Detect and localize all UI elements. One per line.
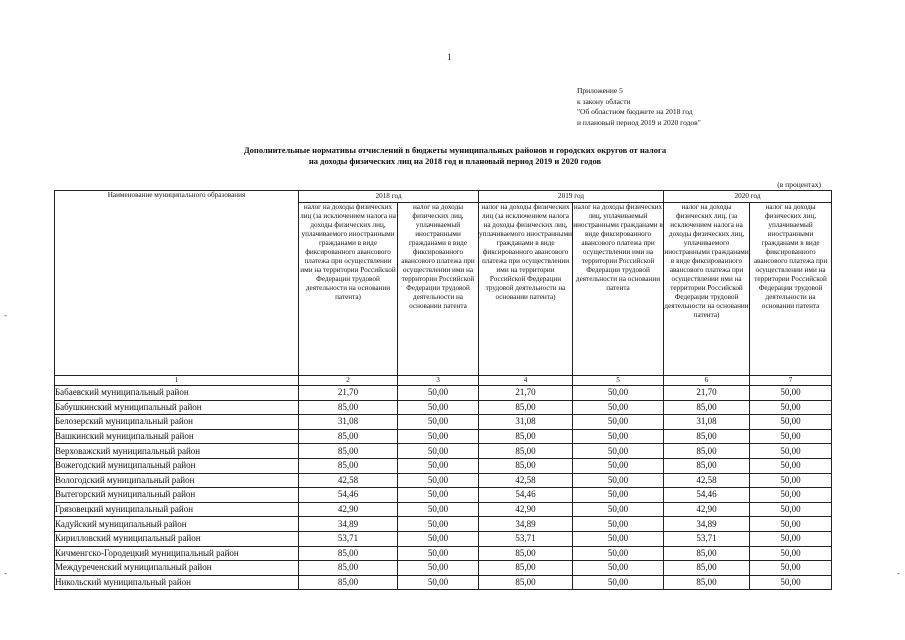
- norm-value: 31,08: [479, 415, 573, 430]
- norm-value: 85,00: [299, 561, 398, 576]
- header-desc-2020-general: налог на доходы физических лиц, (за исключением налога на доходы физических лиц, уплачиваемого иностранными гражданами в виде фиксированного авансового платежа при осуществлении ими на территории Российской Федерации трудовой деятельности на основании патента): [664, 203, 750, 376]
- norm-value: 50,00: [398, 502, 479, 517]
- norm-value: 21,70: [479, 386, 573, 401]
- header-desc-2020-patent: налог на доходы физических лиц, уплачиваемый иностранными гражданами в виде фиксированного авансового платежа при осуществлении ими на территории Российской Федерации трудовой деятельности на основании патента: [750, 203, 832, 376]
- municipality-name: Кичменгско-Городецкий муниципальный район: [55, 546, 299, 561]
- table-row: [55, 386, 832, 401]
- norm-value: 50,00: [750, 458, 832, 473]
- norm-value: 42,90: [479, 502, 573, 517]
- scan-mark: -: [4, 568, 7, 578]
- norm-value: 85,00: [299, 400, 398, 415]
- table-row: [55, 458, 832, 473]
- norm-value: 34,89: [479, 517, 573, 532]
- norm-value: 50,00: [398, 415, 479, 430]
- appendix-line: "Об областном бюджете на 2018 год: [577, 107, 693, 116]
- municipality-name: Верховажский муниципальный район: [55, 444, 299, 459]
- column-number: 3: [398, 376, 479, 386]
- norms-table: [54, 190, 832, 590]
- header-name: Наименование муниципального образования: [55, 191, 299, 376]
- table-body: [55, 386, 832, 590]
- norm-value: 53,71: [664, 531, 750, 546]
- appendix-note: [577, 86, 701, 128]
- norm-value: 50,00: [398, 444, 479, 459]
- norm-value: 50,00: [398, 386, 479, 401]
- norm-value: 50,00: [398, 575, 479, 590]
- table-row: [55, 488, 832, 503]
- norm-value: 42,90: [664, 502, 750, 517]
- norm-value: 85,00: [299, 575, 398, 590]
- norm-value: 85,00: [479, 546, 573, 561]
- norm-value: 50,00: [750, 546, 832, 561]
- column-number: 6: [664, 376, 750, 386]
- norm-value: 85,00: [299, 429, 398, 444]
- table-row: [55, 502, 832, 517]
- norm-value: 50,00: [398, 488, 479, 503]
- column-number: 1: [55, 376, 299, 386]
- municipality-name: Белозерский муниципальный район: [55, 415, 299, 430]
- norm-value: 50,00: [398, 458, 479, 473]
- norm-value: 21,70: [299, 386, 398, 401]
- norm-value: 50,00: [398, 400, 479, 415]
- header-desc-2018-general: налог на доходы физических лиц (за исключением налога на доходы физических лиц, уплачиваемого иностранными гражданами в виде фиксированного авансового платежа при осуществлении ими на территории Российской Федерации трудовой деятельности на основании патента): [299, 203, 398, 376]
- norm-value: 53,71: [299, 531, 398, 546]
- norm-value: 34,89: [664, 517, 750, 532]
- column-number: 5: [573, 376, 664, 386]
- table-row: [55, 546, 832, 561]
- norm-value: 50,00: [750, 415, 832, 430]
- norm-value: 50,00: [573, 458, 664, 473]
- appendix-line: Приложение 5: [577, 86, 623, 95]
- norm-value: 50,00: [398, 473, 479, 488]
- municipality-name: Вашкинский муниципальный район: [55, 429, 299, 444]
- norm-value: 50,00: [750, 561, 832, 576]
- page-number: 1: [447, 52, 452, 62]
- norm-value: 50,00: [573, 502, 664, 517]
- norm-value: 85,00: [664, 561, 750, 576]
- norm-value: 50,00: [398, 429, 479, 444]
- norm-value: 85,00: [479, 400, 573, 415]
- table-row: [55, 531, 832, 546]
- municipality-name: Бабушкинский муниципальный район: [55, 400, 299, 415]
- table-row: [55, 473, 832, 488]
- norm-value: 85,00: [299, 444, 398, 459]
- norm-value: 50,00: [398, 531, 479, 546]
- norm-value: 85,00: [479, 444, 573, 459]
- norm-value: 50,00: [750, 473, 832, 488]
- header-desc-2019-patent: налог на доходы физических лиц, уплачиваемый иностранными гражданами в виде фиксированного авансового платежа при осуществлении ими на территории Российской Федерации трудовой деятельности на основании патента: [573, 203, 664, 376]
- table-row: [55, 429, 832, 444]
- municipality-name: Кадуйский муниципальный район: [55, 517, 299, 532]
- column-number: 2: [299, 376, 398, 386]
- norm-value: 85,00: [664, 546, 750, 561]
- norm-value: 50,00: [573, 444, 664, 459]
- title-line: на доходы физических лиц на 2018 год и плановый период 2019 и 2020 годов: [308, 156, 602, 166]
- norm-value: 50,00: [573, 531, 664, 546]
- norm-value: 54,46: [479, 488, 573, 503]
- norm-value: 85,00: [299, 458, 398, 473]
- norm-value: 50,00: [750, 386, 832, 401]
- norm-value: 50,00: [573, 429, 664, 444]
- table-row: [55, 575, 832, 590]
- norm-value: 85,00: [479, 575, 573, 590]
- norm-value: 54,46: [664, 488, 750, 503]
- units-note: (в процентах): [777, 180, 821, 189]
- norm-value: 50,00: [573, 386, 664, 401]
- norm-value: 85,00: [664, 575, 750, 590]
- norm-value: 53,71: [479, 531, 573, 546]
- norm-value: 50,00: [573, 575, 664, 590]
- document-title: [150, 145, 760, 167]
- municipality-name: Вытегорский муниципальный район: [55, 488, 299, 503]
- table-row: [55, 444, 832, 459]
- scan-mark: -: [897, 568, 900, 578]
- norm-value: 50,00: [573, 517, 664, 532]
- norm-value: 85,00: [479, 561, 573, 576]
- norm-value: 50,00: [750, 531, 832, 546]
- norm-value: 50,00: [573, 400, 664, 415]
- norm-value: 50,00: [750, 444, 832, 459]
- norm-value: 85,00: [479, 429, 573, 444]
- norm-value: 50,00: [750, 575, 832, 590]
- municipality-name: Междуреченский муниципальный район: [55, 561, 299, 576]
- norm-value: 85,00: [664, 444, 750, 459]
- norm-value: 21,70: [664, 386, 750, 401]
- norm-value: 34,89: [299, 517, 398, 532]
- norm-value: 50,00: [573, 546, 664, 561]
- norm-value: 50,00: [398, 561, 479, 576]
- norm-value: 85,00: [664, 429, 750, 444]
- header-desc-2019-general: налог на доходы физических лиц (за исключением налога на доходы физических лиц, уплачиваемого иностранными гражданами в виде фиксированного авансового платежа при осуществлении ими на территории Российской Федерации трудовой деятельности на основании патента): [479, 203, 573, 376]
- norm-value: 50,00: [750, 488, 832, 503]
- header-year-2018: 2018 год: [299, 191, 479, 203]
- table-row: [55, 561, 832, 576]
- title-line: Дополнительные нормативы отчислений в бюджеты муниципальных районов и городских округов от налога: [243, 145, 667, 155]
- municipality-name: Никольский муниципальный район: [55, 575, 299, 590]
- norm-value: 50,00: [573, 561, 664, 576]
- municipality-name: Кирилловский муниципальный район: [55, 531, 299, 546]
- scan-mark: -: [4, 310, 7, 320]
- norm-value: 50,00: [398, 546, 479, 561]
- norm-value: 42,58: [299, 473, 398, 488]
- norm-value: 42,58: [664, 473, 750, 488]
- column-number: 7: [750, 376, 832, 386]
- norm-value: 42,90: [299, 502, 398, 517]
- norm-value: 50,00: [573, 473, 664, 488]
- municipality-name: Вологодский муниципальный район: [55, 473, 299, 488]
- table-row: [55, 415, 832, 430]
- header-desc-2018-patent: налог на доходы физических лиц, уплачиваемый иностранными гражданами в виде фиксированного авансового платежа при осуществлении ими на территории Российской Федерации трудовой деятельности на основании патента: [398, 203, 479, 376]
- norm-value: 50,00: [750, 502, 832, 517]
- norm-value: 31,08: [664, 415, 750, 430]
- header-year-2019: 2019 год: [479, 191, 664, 203]
- municipality-name: Вожегодский муниципальный район: [55, 458, 299, 473]
- appendix-line: к закону области: [577, 96, 631, 106]
- municipality-name: Бабаевский муниципальный район: [55, 386, 299, 401]
- norm-value: 50,00: [398, 517, 479, 532]
- appendix-line: и плановый период 2019 и 2020 годов": [577, 117, 701, 127]
- norm-value: 85,00: [664, 458, 750, 473]
- column-number: 4: [479, 376, 573, 386]
- norm-value: 50,00: [750, 517, 832, 532]
- norm-value: 50,00: [750, 429, 832, 444]
- norm-value: 85,00: [479, 458, 573, 473]
- norm-value: 50,00: [573, 488, 664, 503]
- header-year-2020: 2020 год: [664, 191, 832, 203]
- norm-value: 31,08: [299, 415, 398, 430]
- norm-value: 42,58: [479, 473, 573, 488]
- norm-value: 85,00: [299, 546, 398, 561]
- norm-value: 85,00: [664, 400, 750, 415]
- norm-value: 50,00: [750, 400, 832, 415]
- table-row: [55, 400, 832, 415]
- norm-value: 54,46: [299, 488, 398, 503]
- table-row: [55, 517, 832, 532]
- norm-value: 50,00: [573, 415, 664, 430]
- municipality-name: Грязовецкий муниципальный район: [55, 502, 299, 517]
